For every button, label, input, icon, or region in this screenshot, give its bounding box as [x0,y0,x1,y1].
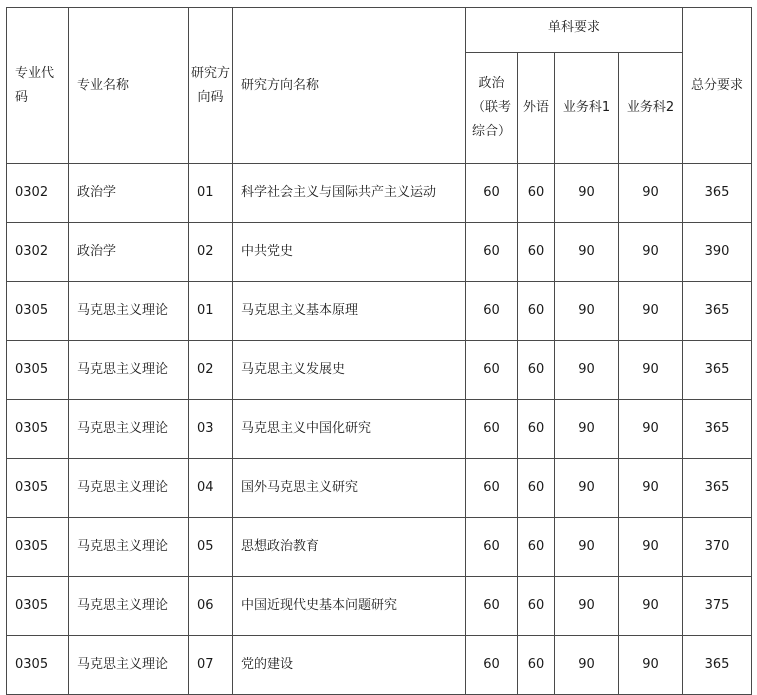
cell-foreign-language: 60 [518,223,555,282]
cell-politics: 60 [466,400,518,459]
cell-major-code: 0305 [7,459,69,518]
score-requirements-container [6,7,752,695]
cell-politics: 60 [466,518,518,577]
cell-direction-name: 中国近现代史基本问题研究 [233,577,466,636]
cell-subject-2: 90 [619,636,683,695]
cell-foreign-language: 60 [518,518,555,577]
cell-major-code: 0305 [7,341,69,400]
cell-direction-name: 马克思主义发展史 [233,341,466,400]
cell-major-name: 马克思主义理论 [69,282,189,341]
cell-total: 375 [683,577,752,636]
cell-subject-2: 90 [619,282,683,341]
header-direction-code: 研究方向码 [189,8,233,164]
cell-direction-code: 01 [189,282,233,341]
cell-subject-1: 90 [555,400,619,459]
cell-direction-name: 党的建设 [233,636,466,695]
header-total: 总分要求 [683,8,752,164]
header-subject-1: 业务科1 [555,53,619,164]
cell-major-code: 0305 [7,400,69,459]
cell-major-name: 马克思主义理论 [69,341,189,400]
cell-subject-1: 90 [555,636,619,695]
cell-direction-name: 科学社会主义与国际共产主义运动 [233,164,466,223]
table-row [7,282,752,341]
cell-subject-1: 90 [555,577,619,636]
header-single-subject: 单科要求 [466,8,683,53]
cell-direction-name: 中共党史 [233,223,466,282]
cell-foreign-language: 60 [518,400,555,459]
cell-major-name: 马克思主义理论 [69,577,189,636]
cell-direction-code: 07 [189,636,233,695]
cell-major-name: 马克思主义理论 [69,459,189,518]
cell-total: 365 [683,341,752,400]
cell-subject-1: 90 [555,459,619,518]
cell-major-code: 0302 [7,164,69,223]
cell-direction-code: 06 [189,577,233,636]
cell-subject-2: 90 [619,400,683,459]
cell-subject-2: 90 [619,518,683,577]
cell-subject-2: 90 [619,223,683,282]
cell-direction-name: 思想政治教育 [233,518,466,577]
cell-foreign-language: 60 [518,164,555,223]
cell-subject-2: 90 [619,341,683,400]
cell-major-code: 0302 [7,223,69,282]
cell-politics: 60 [466,459,518,518]
cell-total: 370 [683,518,752,577]
cell-major-code: 0305 [7,282,69,341]
cell-major-code: 0305 [7,518,69,577]
cell-subject-1: 90 [555,164,619,223]
cell-subject-2: 90 [619,459,683,518]
table-header [7,8,752,164]
table-row [7,518,752,577]
cell-major-name: 马克思主义理论 [69,518,189,577]
cell-foreign-language: 60 [518,459,555,518]
cell-direction-name: 马克思主义中国化研究 [233,400,466,459]
cell-total: 365 [683,400,752,459]
cell-subject-2: 90 [619,164,683,223]
table-row [7,400,752,459]
table-row [7,164,752,223]
cell-politics: 60 [466,577,518,636]
header-major-name: 专业名称 [69,8,189,164]
cell-direction-code: 03 [189,400,233,459]
cell-politics: 60 [466,164,518,223]
cell-direction-code: 04 [189,459,233,518]
header-major-code: 专业代码 [7,8,69,164]
cell-total: 365 [683,164,752,223]
cell-major-code: 0305 [7,577,69,636]
cell-major-name: 马克思主义理论 [69,400,189,459]
table-row [7,341,752,400]
cell-direction-code: 02 [189,341,233,400]
cell-major-name: 政治学 [69,164,189,223]
cell-politics: 60 [466,282,518,341]
cell-subject-1: 90 [555,223,619,282]
header-politics: 政治（联考综合） [466,53,518,164]
table-row [7,223,752,282]
table-row [7,636,752,695]
cell-politics: 60 [466,341,518,400]
cell-total: 390 [683,223,752,282]
cell-total: 365 [683,459,752,518]
cell-direction-code: 02 [189,223,233,282]
header-subject-2: 业务科2 [619,53,683,164]
cell-foreign-language: 60 [518,282,555,341]
cell-foreign-language: 60 [518,577,555,636]
cell-politics: 60 [466,223,518,282]
cell-direction-name: 国外马克思主义研究 [233,459,466,518]
cell-subject-1: 90 [555,282,619,341]
cell-subject-1: 90 [555,518,619,577]
cell-direction-name: 马克思主义基本原理 [233,282,466,341]
cell-politics: 60 [466,636,518,695]
table-row [7,459,752,518]
cell-major-code: 0305 [7,636,69,695]
header-direction-name: 研究方向名称 [233,8,466,164]
cell-total: 365 [683,636,752,695]
cell-subject-2: 90 [619,577,683,636]
cell-foreign-language: 60 [518,341,555,400]
header-foreign-language: 外语 [518,53,555,164]
cell-major-name: 政治学 [69,223,189,282]
cell-foreign-language: 60 [518,636,555,695]
cell-direction-code: 01 [189,164,233,223]
table-row [7,577,752,636]
score-requirements-table [6,7,752,695]
cell-direction-code: 05 [189,518,233,577]
table-body [7,164,752,695]
cell-major-name: 马克思主义理论 [69,636,189,695]
cell-subject-1: 90 [555,341,619,400]
cell-total: 365 [683,282,752,341]
